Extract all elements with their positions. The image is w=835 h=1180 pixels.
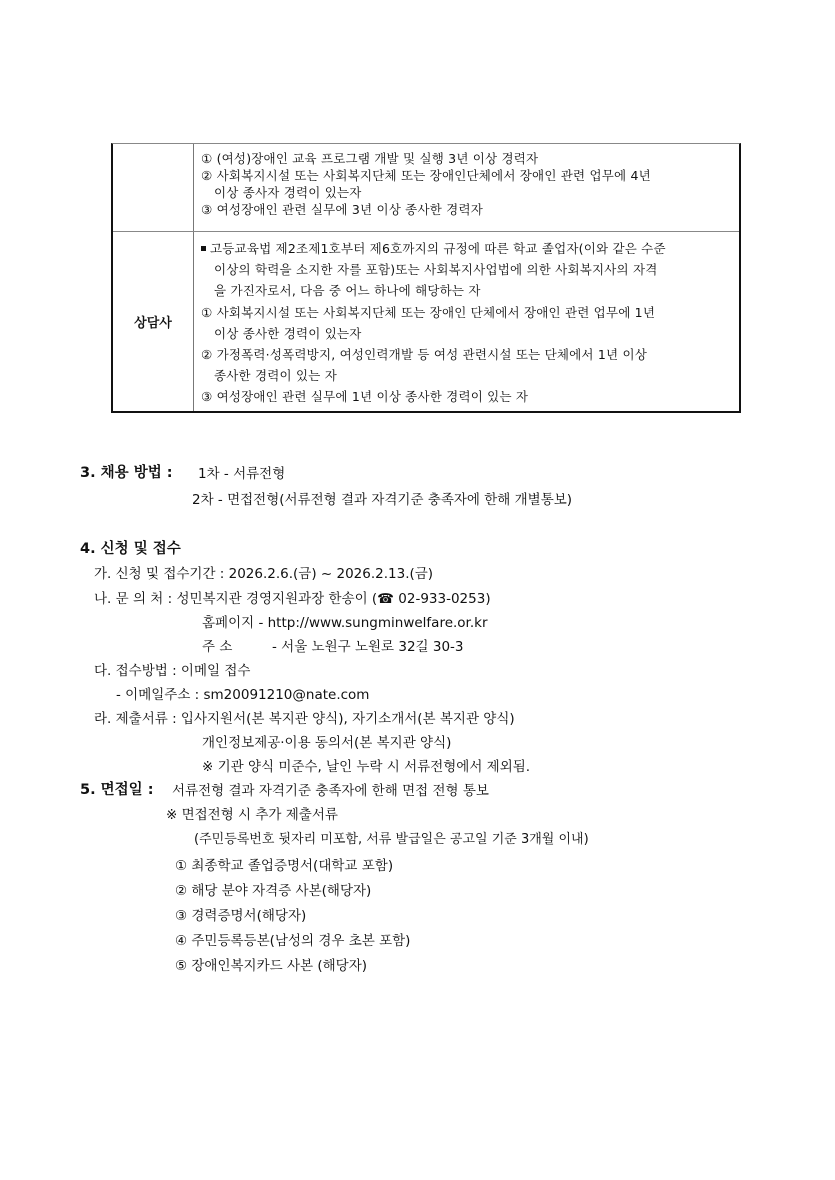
required-documents: 라. 제출서류 : 입사지원서(본 복지관 양식), 자기소개서(본 복지관 양식)	[94, 711, 515, 727]
documents-note: ※ 기관 양식 미준수, 날인 누락 시 서류전형에서 제외됨.	[202, 759, 531, 775]
interview-notice: 서류전형 결과 자격기준 충족자에 한해 면접 전형 통보	[172, 783, 489, 799]
interview-doc-item: ① 최종학교 졸업증명서(대학교 포함)	[175, 858, 394, 874]
address-label: 주 소	[202, 639, 233, 655]
interview-doc-item: ② 해당 분야 자격증 사본(해당자)	[175, 883, 372, 899]
section5-title: 5. 면접일 :	[80, 782, 154, 798]
row1-requirements: ① (여성)장애인 교육 프로그램 개발 및 실행 3년 이상 경력자 ② 사회복지시설 또는 사회복지단체 또는 장애인단체에서 장애인 관련 업무에 4년 이상 종사자 경력이 있는자 ③ 여성장애인 관련 실무에 3년 이상 종사한 경력자	[201, 151, 651, 217]
contact-info: 나. 문 의 처 : 성민복지관 경영지원과장 한송이 (☎ 02-933-0253)	[94, 591, 491, 607]
address: - 서울 노원구 노원로 32길 30-3	[272, 639, 464, 655]
submission-method: 다. 접수방법 : 이메일 접수	[94, 663, 251, 679]
square-bullet-icon	[201, 246, 206, 251]
interview-doc-item: ⑤ 장애인복지카드 사본 (해당자)	[175, 958, 368, 974]
interview-extra-docs-note: ※ 면접전형 시 추가 제출서류	[166, 807, 338, 823]
qualifications-table	[111, 143, 741, 413]
interview-doc-item: ④ 주민등록등본(남성의 경우 초본 포함)	[175, 933, 411, 949]
application-period: 가. 신청 및 접수기간 : 2026.2.6.(금) ~ 2026.2.13.(금)	[94, 566, 434, 582]
section3-line1: 1차 - 서류전형	[198, 466, 286, 482]
row-divider	[113, 231, 739, 232]
counselor-requirements: 고등교육법 제2조제1호부터 제6호까지의 규정에 따른 학교 졸업자(이와 같은 수준 이상의 학력을 소지한 자를 포함)또는 사회복지사업법에 의한 사회복지사의 자격 을 가진자로서, 다음 중 어느 하나에 해당하는 자 ① 사회복지시설 또는 사회복지단체 또는 장애인 단체에서 장애인 관련 업무에 1년 이상 종사한 경력이 있는자 ② 가정폭력·성폭력방지, 여성인력개발 등 여성 관련시설 또는 단체에서 1년 이상 종사한 경력이 있는 자 ③ 여성장애인 관련 실무에 1년 이상 종사한 경력이 있는 자	[201, 241, 666, 405]
counselor-label: 상담사	[134, 315, 172, 331]
interview-doc-item: ③ 경력증명서(해당자)	[175, 908, 307, 924]
interview-docs-condition: (주민등록번호 뒷자리 미포함, 서류 발급일은 공고일 기준 3개월 이내)	[194, 832, 589, 847]
column-divider	[193, 144, 194, 411]
section3-title: 3. 채용 방법 :	[80, 465, 173, 481]
section4-title: 4. 신청 및 접수	[80, 541, 181, 557]
email-address[interactable]: - 이메일주소 : sm20091210@nate.com	[116, 687, 370, 703]
required-documents-2: 개인정보제공·이용 동의서(본 복지관 양식)	[202, 735, 452, 751]
homepage-link[interactable]: 홈페이지 - http://www.sungminwelfare.or.kr	[202, 615, 488, 631]
section3-line2: 2차 - 면접전형(서류전형 결과 자격기준 충족자에 한해 개별통보)	[192, 492, 573, 508]
